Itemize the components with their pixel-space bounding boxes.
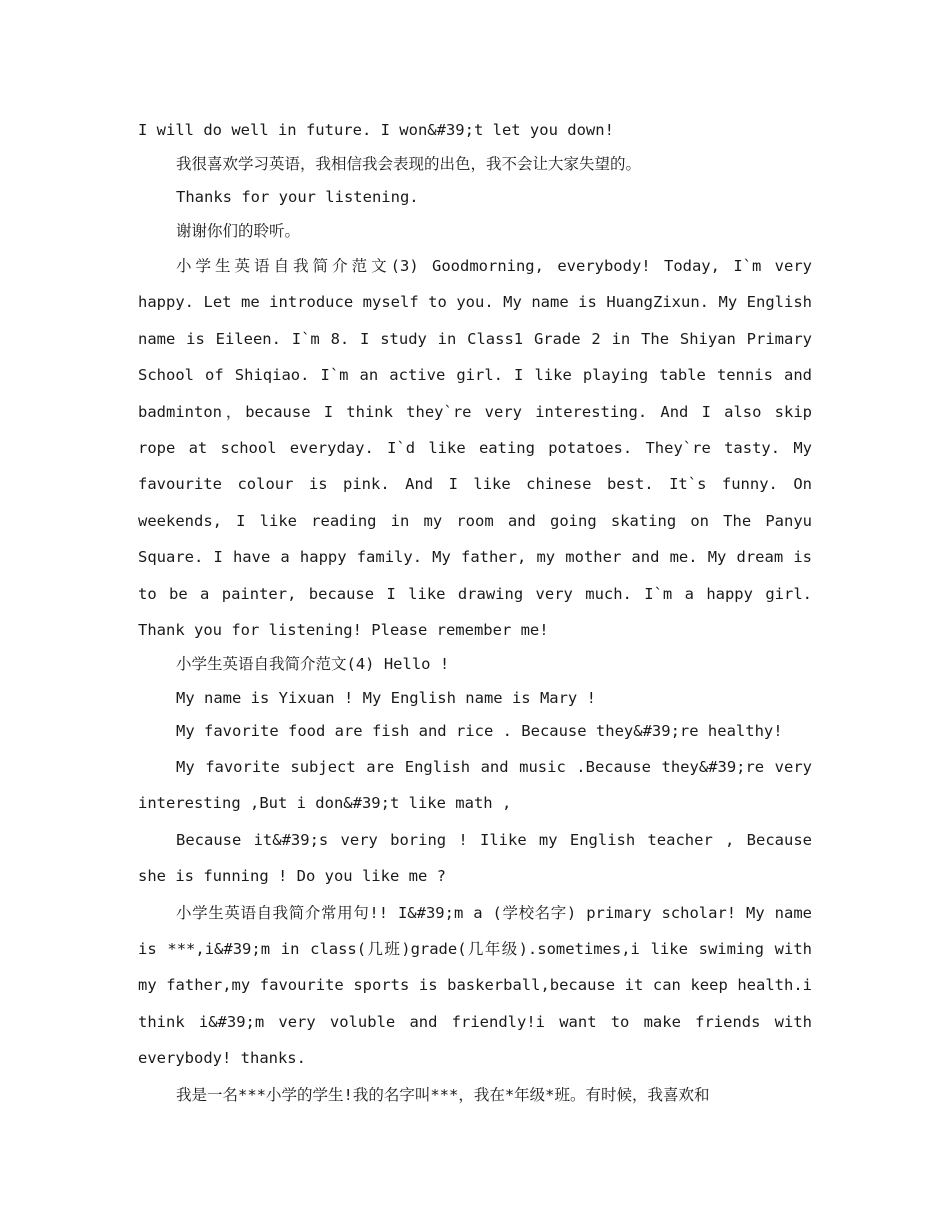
paragraph-common-phrases-chinese: 我是一名***小学的学生!我的名字叫***，我在*年级*班。有时候，我喜欢和	[176, 1085, 710, 1104]
paragraph-thanks: Thanks for your listening.	[176, 188, 419, 206]
document-body	[138, 114, 812, 1113]
paragraph-sample-3: 小学生英语自我简介范文(3) Goodmorning, everybody! Today, I`m very happy. Let me introduce myself to you. My name is HuangZixun. My English name is Eileen. I`m 8. I study in Class1 Grade 2 in The Shiyan Primary School of Shiqiao. I`m an active girl. I like playing table tennis and badminton，because I think they`re very interesting. And I also skip rope at school everyday. I`d like eating potatoes. They`re tasty. My favourite colour is pink. And I like chinese best. It`s funny. On weekends, I like reading in my room and going skating on The Panyu Square. I have a happy family. My father, my mother and me. My dream is to be a painter, because I like drawing very much. I`m a happy girl. Thank you for listening! Please remember me!	[138, 257, 812, 640]
paragraph-sample-4-food: My favorite food are fish and rice . Because they&#39;re healthy!	[176, 722, 783, 741]
paragraph-closing-promise: I will do well in future. I won&#39;t let you down!	[138, 121, 614, 139]
paragraph-common-phrases: 小学生英语自我简介常用句!! I&#39;m a (学校名字) primary scholar! My name is ***,i&#39;m in class(几班)grade(几年级).sometimes,i like swiming with my father,my favourite sports is baskerball,because it can keep health.i think i&#39;m very voluble and friendly!i want to make friends with everybody! thanks.	[138, 903, 812, 1068]
paragraph-sample-4-subject: My favorite subject are English and music .Because they&#39;re very interesting ,But i don&#39;t like math ,	[138, 757, 812, 813]
paragraph-sample-4-name: My name is Yixuan ! My English name is Mary !	[176, 688, 596, 707]
paragraph-closing-promise-chinese: 我很喜欢学习英语，我相信我会表现的出色，我不会让大家失望的。	[176, 154, 642, 173]
paragraph-sample-4-teacher: Because it&#39;s very boring ! Ilike my English teacher , Because she is funning ! Do you like me ?	[138, 830, 812, 886]
paragraph-sample-4-heading: 小学生英语自我简介范文(4) Hello !	[176, 655, 450, 674]
paragraph-thanks-chinese: 谢谢你们的聆听。	[176, 221, 301, 240]
